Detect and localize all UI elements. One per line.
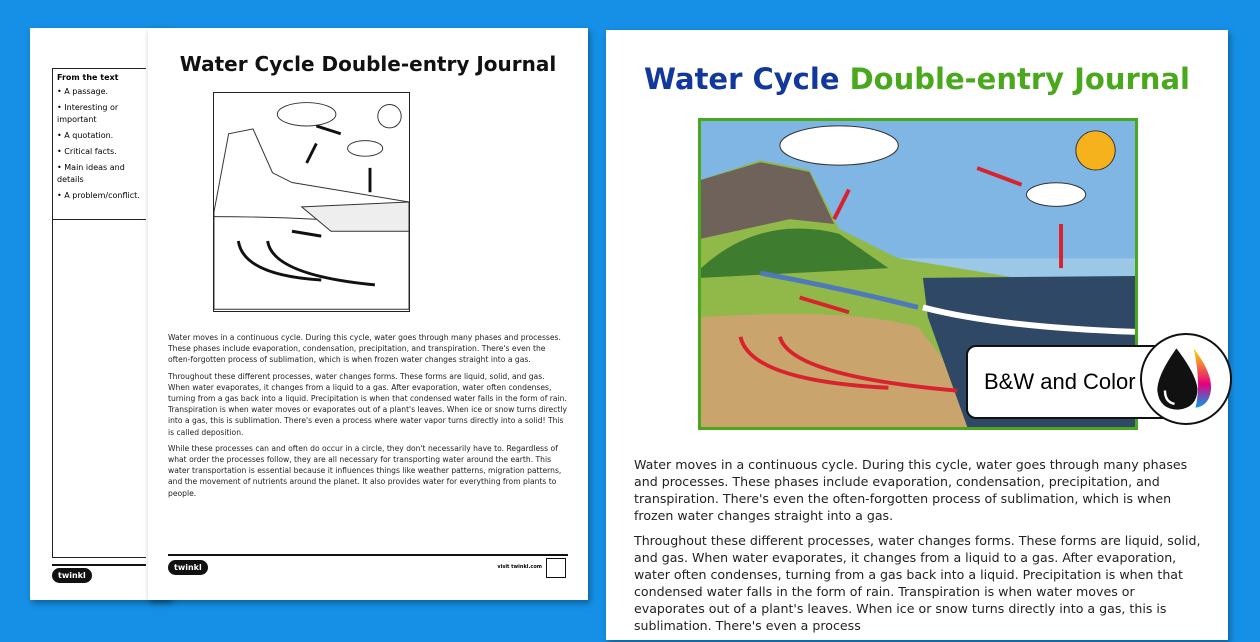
list-item: • Main ideas and details <box>57 163 125 184</box>
divider <box>53 219 146 220</box>
visit-link: visit twinkl.com <box>497 564 542 570</box>
page-title: Water Cycle Double-entry Journal <box>179 52 557 76</box>
paragraph: While these processes can and often do occur in a circle, they don't necessarily have to. Regardless of what order the processes follow, they are all necessary for transporting water around the earth. This water transportation is essential because it influences things like weather patterns, migration patterns, and the movement of nutrients around the planet. It also provides water for everything from plants to people. <box>168 443 562 498</box>
color-page <box>606 30 1228 640</box>
list-item: • A problem/conflict. <box>57 191 140 200</box>
ink-drops-icon <box>1140 333 1232 425</box>
paragraph: Water moves in a continuous cycle. During this cycle, water goes through many phases and processes. These phases include evaporation, condensation, precipitation, and transpiration. There's even the often-forgotten process of sublimation, which is when frozen water changes straight into a gas. <box>168 333 561 365</box>
paragraph: Throughout these different processes, water changes forms. These forms are liquid, solid, and gas. When water evaporates, it changes from a liquid to a gas. After evaporation, water often condenses, turning from a gas back into a liquid. Precipitation is when that condensed water falls in the form of rain. Transpiration is when water moves or evaporates out of a plant's leaves. When ice or snow turns directly into a gas, this is sublimation. There's even a process <box>634 533 1201 633</box>
footer-line <box>52 564 146 566</box>
twinkl-logo: twinkl <box>168 560 208 575</box>
list-item: • Interesting or important <box>57 103 119 124</box>
page-title <box>606 62 1228 96</box>
title-part2: Double-entry Journal <box>849 62 1190 96</box>
tag-label: B&W and Color <box>984 369 1136 394</box>
paragraph: Throughout these different processes, water changes forms. These forms are liquid, solid, and gas. When water evaporates, it changes from a liquid to a gas. After evaporation, water often condenses, turning from a gas back into a liquid. Precipitation is when that condensed water falls in the form of rain. Transpiration is when water moves or evaporates out of a plant's leaves. When ice or snow turns directly into a gas, this is sublimation. There's even a process where water vapor turns directly into a solid! This is called deposition. <box>168 371 567 437</box>
title-part1: Water Cycle <box>644 62 840 96</box>
badge-icon <box>546 558 566 578</box>
list-item: • A quotation. <box>57 131 114 140</box>
paragraph: Water moves in a continuous cycle. During this cycle, water goes through many phases and processes. These phases include evaporation, condensation, precipitation, and transpiration. There's even the often-forgotten process of sublimation, which is when frozen water changes straight into a gas. <box>634 457 1188 523</box>
list-item: • A passage. <box>57 87 109 96</box>
list-item: • Critical facts. <box>57 147 117 156</box>
bw-page <box>148 28 588 600</box>
column-header: From the text <box>57 73 119 82</box>
notes-table <box>52 68 146 558</box>
footer-line <box>168 554 568 556</box>
water-cycle-illustration-bw <box>213 92 410 312</box>
twinkl-logo: twinkl <box>52 568 92 583</box>
